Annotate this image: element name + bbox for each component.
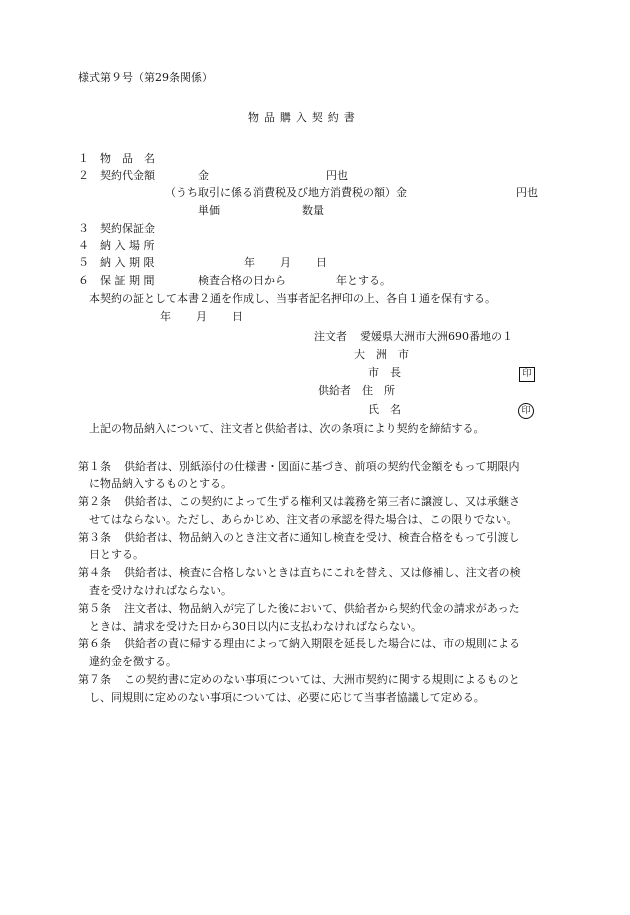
deadline-month: 月 <box>280 256 291 269</box>
contract-intro: 上記の物品納入について、注文者と供給者は、次の条項により契約を締結する。 <box>89 422 485 435</box>
article-4-heading: 第４条 <box>78 566 111 579</box>
item-label-amount: 契約代金額 <box>100 169 155 182</box>
orderer-seal: 印 <box>519 367 535 382</box>
orderer-address: 愛媛県大洲市大洲690番地の１ <box>360 330 513 343</box>
article-6-line-1: 供給者の責に帰する理由によって納入期限を延長した場合には、市の規則による <box>124 637 520 650</box>
orderer-org: 大 洲 市 <box>354 348 409 361</box>
article-5-line-1: 注文者は、物品納入が完了した後において、供給者から契約代金の請求があった <box>124 602 520 615</box>
item-number: ２ <box>78 169 89 182</box>
article-3-line-2: 日とする。 <box>89 548 144 561</box>
orderer-title: 市 長 <box>368 366 401 379</box>
deadline-year: 年 <box>244 256 255 269</box>
item-label-place: 納 入 場 所 <box>100 239 155 252</box>
supplier-seal: 印 <box>518 403 534 419</box>
item-number: ６ <box>78 274 89 287</box>
quantity-label: 数量 <box>302 204 324 217</box>
article-4-line-1: 供給者は、検査に合格しないときは直ちにこれを替え、又は修補し、注文者の検 <box>124 566 521 579</box>
form-number: 様式第９号（第29条関係） <box>78 71 213 84</box>
article-7-heading: 第７条 <box>78 673 111 686</box>
article-7-line-1: この契約書に定めのない事項については、大洲市契約に関する規則によるものと <box>124 673 520 686</box>
tax-yen: 円也 <box>516 186 538 199</box>
article-5-line-2: ときは、請求を受けた日から30日以内に支払わなければならない。 <box>89 620 422 633</box>
date-month: 月 <box>196 310 207 323</box>
article-3-line-1: 供給者は、物品納入のとき注文者に通知し検査を受け、検査合格をもって引渡し <box>124 531 520 544</box>
article-6-heading: 第６条 <box>78 637 111 650</box>
supplier-address-label: 住 所 <box>362 384 395 397</box>
item-number: ５ <box>78 256 89 269</box>
article-2-line-2: せてはならない。ただし、あらかじめ、注文者の承認を得た場合は、この限りでない。 <box>89 513 518 526</box>
article-7-line-2: し、同規則に定めのない事項については、必要に応じて当事者協議して定める。 <box>89 691 485 704</box>
date-year: 年 <box>160 310 171 323</box>
amount-yen: 円也 <box>326 169 348 182</box>
article-2-heading: 第２条 <box>78 495 111 508</box>
document-title: 物品購入契約書 <box>248 111 360 124</box>
article-1-line-1: 供給者は、別紙添付の仕様書・図面に基づき、前項の契約代金額をもって期限内 <box>124 460 520 473</box>
amount-kin: 金 <box>198 169 209 182</box>
warranty-from: 検査合格の日から <box>198 274 286 287</box>
orderer-role: 注文者 <box>314 330 347 343</box>
item-number: ３ <box>78 222 89 235</box>
item-number: １ <box>78 152 89 165</box>
tax-label: （うち取引に係る消費税及び地方消費税の額）金 <box>165 186 407 199</box>
statement: 本契約の証として本書２通を作成し、当事者記名押印の上、各自１通を保有する。 <box>89 292 496 305</box>
article-1-line-2: に物品納入するものとする。 <box>89 477 232 490</box>
item-number: ４ <box>78 239 89 252</box>
warranty-years: 年とする。 <box>336 274 391 287</box>
article-6-line-2: 違約金を徴する。 <box>89 655 177 668</box>
article-5-heading: 第５条 <box>78 602 111 615</box>
item-label-warranty: 保 証 期 間 <box>100 274 155 287</box>
supplier-role: 供給者 <box>318 384 351 397</box>
item-label-goods: 物 品 名 <box>100 152 155 165</box>
unit-price-label: 単価 <box>198 204 220 217</box>
article-2-line-1: 供給者は、この契約によって生ずる権利又は義務を第三者に譲渡し、又は承継さ <box>124 495 520 508</box>
article-4-line-2: 査を受けなければならない。 <box>89 584 232 597</box>
date-day: 日 <box>232 310 243 323</box>
article-1-heading: 第１条 <box>78 460 111 473</box>
supplier-name-label: 氏 名 <box>368 403 401 416</box>
deadline-day: 日 <box>316 256 327 269</box>
article-3-heading: 第３条 <box>78 531 111 544</box>
item-label-deadline: 納 入 期 限 <box>100 256 155 269</box>
item-label-deposit: 契約保証金 <box>100 222 155 235</box>
